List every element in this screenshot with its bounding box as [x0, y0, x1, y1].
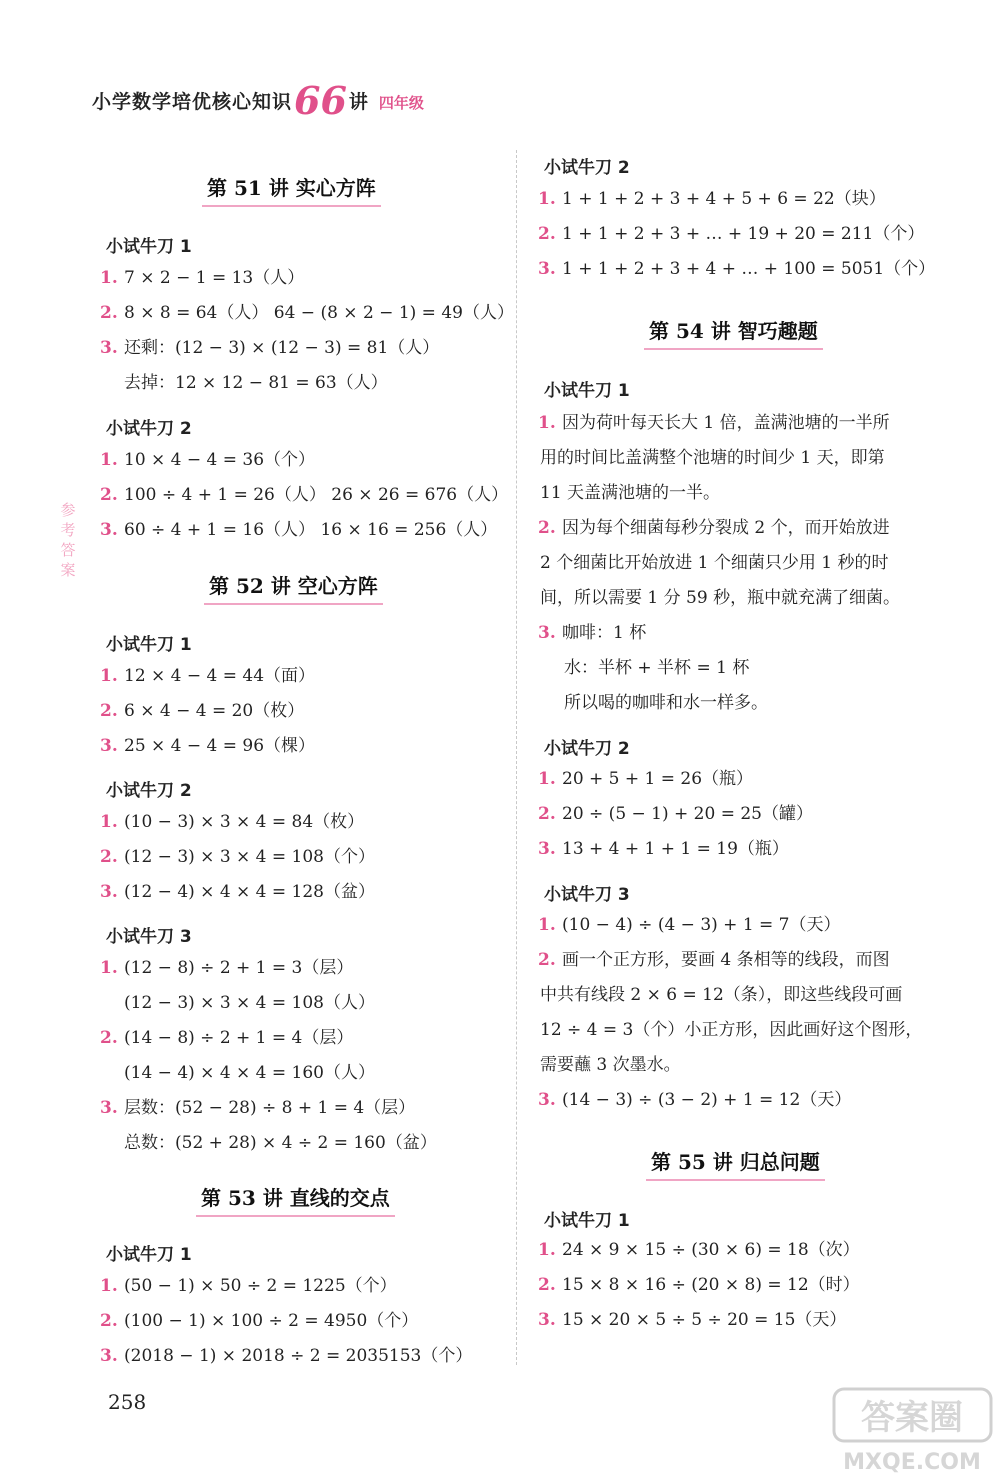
answer-line — [100, 805, 364, 840]
item-number: 2. — [100, 303, 118, 323]
item-text: 层数：(52 − 28) ÷ 8 + 1 = 4（层） — [124, 1098, 416, 1118]
answer-line — [100, 1021, 353, 1056]
item-number: 2. — [538, 804, 556, 824]
lecture-title: 第 55 讲 归总问题 — [646, 1146, 825, 1181]
side-label: 参考答案 — [60, 501, 76, 579]
item-text: 20 ÷ (5 − 1) + 20 = 25（罐） — [562, 804, 813, 824]
item-text: 水：半杯 + 半杯 = 1 杯 — [564, 658, 750, 678]
item-number: 2. — [538, 950, 556, 970]
answer-line — [538, 832, 789, 867]
item-text: 24 × 9 × 15 ÷ (30 × 6) = 18（次） — [562, 1240, 860, 1260]
item-text: 去掉：12 × 12 − 81 = 63（人） — [124, 373, 388, 393]
answer-line — [538, 762, 753, 797]
item-text: (12 − 3) × 3 × 4 = 108（个） — [124, 847, 375, 867]
answer-line — [538, 1083, 851, 1118]
item-text: 1 + 1 + 2 + 3 + … + 19 + 20 = 211（个） — [562, 224, 925, 244]
answer-line — [100, 443, 315, 478]
section-title: 小试牛刀 2 — [544, 158, 630, 178]
answer-line — [100, 694, 304, 729]
section-title: 小试牛刀 3 — [106, 927, 192, 947]
item-text: (10 − 3) × 3 × 4 = 84（枚） — [124, 812, 365, 832]
item-text: 用的时间比盖满整个池塘的时间少 1 天，即第 — [540, 448, 885, 468]
answer-line — [100, 1091, 415, 1126]
item-text: 10 × 4 − 4 = 36（个） — [124, 450, 316, 470]
item-text: 12 ÷ 4 = 3（个）小正方形，因此画好这个图形， — [540, 1020, 923, 1040]
item-number: 1. — [538, 413, 556, 433]
answer-line — [100, 331, 439, 366]
item-text: 1 + 1 + 2 + 3 + 4 + 5 + 6 = 22（块） — [562, 189, 886, 209]
item-text: 7 × 2 − 1 = 13（人） — [124, 268, 305, 288]
answer-line — [100, 513, 497, 548]
item-text: (14 − 8) ÷ 2 + 1 = 4（层） — [124, 1028, 354, 1048]
item-number: 3. — [100, 520, 118, 540]
answer-line — [538, 182, 886, 217]
header-number: 66 — [294, 78, 347, 123]
item-text: 间，所以需要 1 分 59 秒，瓶中就充满了细菌。 — [540, 588, 901, 608]
answer-line — [100, 951, 353, 986]
answer-line — [540, 1013, 922, 1048]
item-text: 需要蘸 3 次墨水。 — [540, 1055, 681, 1075]
answer-line — [538, 252, 935, 287]
item-text: 6 × 4 − 4 = 20（枚） — [124, 701, 305, 721]
answer-line — [100, 478, 508, 513]
item-text: 咖啡：1 杯 — [562, 623, 647, 643]
item-text: 还剩：(12 − 3) × (12 − 3) = 81（人） — [124, 338, 440, 358]
answer-line — [564, 686, 768, 721]
answer-line — [100, 366, 388, 401]
item-number: 1. — [100, 1276, 118, 1296]
item-text: 60 ÷ 4 + 1 = 16（人） 16 × 16 = 256（人） — [124, 520, 498, 540]
answer-line — [100, 1269, 397, 1304]
answer-line — [538, 1303, 846, 1338]
item-text: 11 天盖满池塘的一半。 — [540, 483, 721, 503]
section-title: 小试牛刀 2 — [544, 739, 630, 759]
answer-line — [540, 546, 888, 581]
item-number: 3. — [100, 736, 118, 756]
item-text: 25 × 4 − 4 = 96（棵） — [124, 736, 316, 756]
answer-line — [100, 840, 375, 875]
item-text: (2018 − 1) × 2018 ÷ 2 = 2035153（个） — [124, 1346, 473, 1366]
item-text: 15 × 20 × 5 ÷ 5 ÷ 20 = 15（天） — [562, 1310, 847, 1330]
answer-line — [100, 296, 514, 331]
item-number: 2. — [100, 1311, 118, 1331]
answer-line — [538, 797, 813, 832]
item-number: 3. — [538, 1310, 556, 1330]
item-text: 2 个细菌比开始放进 1 个细菌只少用 1 秒的时 — [540, 553, 889, 573]
page-number: 258 — [108, 1390, 147, 1414]
item-number: 1. — [100, 268, 118, 288]
item-number: 1. — [538, 915, 556, 935]
section-title: 小试牛刀 1 — [106, 1245, 192, 1265]
item-text: 因为每个细菌每秒分裂成 2 个，而开始放进 — [562, 518, 890, 538]
item-number: 1. — [538, 189, 556, 209]
item-number: 2. — [538, 1275, 556, 1295]
item-text: 8 × 8 = 64（人） 64 − (8 × 2 − 1) = 49（人） — [124, 303, 514, 323]
section-title: 小试牛刀 2 — [106, 419, 192, 439]
item-number: 2. — [100, 701, 118, 721]
item-number: 3. — [100, 1346, 118, 1366]
item-number: 3. — [538, 623, 556, 643]
section-title: 小试牛刀 1 — [106, 635, 192, 655]
lecture-title: 第 54 讲 智巧趣题 — [644, 315, 823, 350]
item-text: 中共有线段 2 × 6 = 12（条），即这些线段可画 — [540, 985, 903, 1005]
item-text: (10 − 4) ÷ (4 − 3) + 1 = 7（天） — [562, 915, 841, 935]
item-text: (100 − 1) × 100 ÷ 2 = 4950（个） — [124, 1311, 419, 1331]
item-text: 画一个正方形，要画 4 条相等的线段，而图 — [562, 950, 890, 970]
item-number: 3. — [100, 882, 118, 902]
lecture-title: 第 51 讲 实心方阵 — [202, 172, 381, 207]
item-number: 3. — [538, 259, 556, 279]
answer-line — [100, 1304, 418, 1339]
answer-line — [538, 943, 890, 978]
answer-line — [540, 1048, 681, 1083]
item-number: 1. — [538, 1240, 556, 1260]
item-text: 12 × 4 − 4 = 44（面） — [124, 666, 316, 686]
item-number: 3. — [538, 839, 556, 859]
answer-line — [540, 476, 720, 511]
answer-line — [538, 616, 646, 651]
answer-line — [100, 659, 315, 694]
item-number: 2. — [100, 847, 118, 867]
item-number: 3. — [538, 1090, 556, 1110]
item-number: 1. — [100, 666, 118, 686]
item-text: 总数：(52 + 28) × 4 ÷ 2 = 160（盆） — [124, 1133, 437, 1153]
item-number: 2. — [100, 1028, 118, 1048]
answer-line — [538, 217, 924, 252]
item-text: 13 + 4 + 1 + 1 = 19（瓶） — [562, 839, 789, 859]
section-title: 小试牛刀 3 — [544, 885, 630, 905]
answer-line — [540, 581, 900, 616]
lecture-title: 第 53 讲 直线的交点 — [196, 1182, 395, 1217]
answer-line — [100, 1126, 437, 1161]
answer-line — [538, 1233, 860, 1268]
answer-line — [100, 729, 315, 764]
item-number: 1. — [100, 450, 118, 470]
item-number: 1. — [538, 769, 556, 789]
item-number: 2. — [100, 485, 118, 505]
item-number: 2. — [538, 224, 556, 244]
page-header — [92, 78, 424, 123]
answer-line — [540, 978, 902, 1013]
item-text: (14 − 3) ÷ (3 − 2) + 1 = 12（天） — [562, 1090, 852, 1110]
header-title: 小学数学培优核心知识 — [92, 91, 293, 113]
item-text: (12 − 4) × 4 × 4 = 128（盆） — [124, 882, 375, 902]
item-text: 1 + 1 + 2 + 3 + 4 + … + 100 = 5051（个） — [562, 259, 936, 279]
item-text: (14 − 4) × 4 × 4 = 160（人） — [124, 1063, 375, 1083]
item-number: 3. — [100, 338, 118, 358]
section-title: 小试牛刀 2 — [106, 781, 192, 801]
item-number: 2. — [538, 518, 556, 538]
answer-line — [100, 875, 375, 910]
lecture-title: 第 52 讲 空心方阵 — [204, 570, 383, 605]
svg-text:答案圈: 答案圈 — [861, 1398, 963, 1438]
answer-line — [100, 261, 304, 296]
section-title: 小试牛刀 1 — [544, 381, 630, 401]
item-text: 因为荷叶每天长大 1 倍，盖满池塘的一半所 — [562, 413, 890, 433]
item-text: 15 × 8 × 16 ÷ (20 × 8) = 12（时） — [562, 1275, 860, 1295]
section-title: 小试牛刀 1 — [544, 1211, 630, 1231]
item-text: (50 − 1) × 50 ÷ 2 = 1225（个） — [124, 1276, 397, 1296]
answer-line — [538, 406, 890, 441]
answer-line — [100, 986, 375, 1021]
stamp-watermark-icon — [830, 1385, 995, 1475]
header-grade: 四年级 — [378, 94, 424, 112]
item-text: 20 + 5 + 1 = 26（瓶） — [562, 769, 754, 789]
answer-line — [564, 651, 749, 686]
answer-line — [538, 511, 890, 546]
header-suffix: 讲 — [348, 91, 369, 113]
item-number: 1. — [100, 812, 118, 832]
column-divider — [516, 150, 517, 1365]
svg-text:MXQE.COM: MXQE.COM — [843, 1450, 981, 1475]
section-title: 小试牛刀 1 — [106, 237, 192, 257]
answer-line — [538, 908, 841, 943]
item-text: 100 ÷ 4 + 1 = 26（人） 26 × 26 = 676（人） — [124, 485, 509, 505]
answer-line — [538, 1268, 860, 1303]
answer-line — [100, 1339, 472, 1374]
item-text: (12 − 3) × 3 × 4 = 108（人） — [124, 993, 375, 1013]
answer-line — [540, 441, 885, 476]
item-number: 1. — [100, 958, 118, 978]
item-number: 3. — [100, 1098, 118, 1118]
answer-line — [100, 1056, 375, 1091]
item-text: 所以喝的咖啡和水一样多。 — [564, 693, 768, 713]
item-text: (12 − 8) ÷ 2 + 1 = 3（层） — [124, 958, 354, 978]
